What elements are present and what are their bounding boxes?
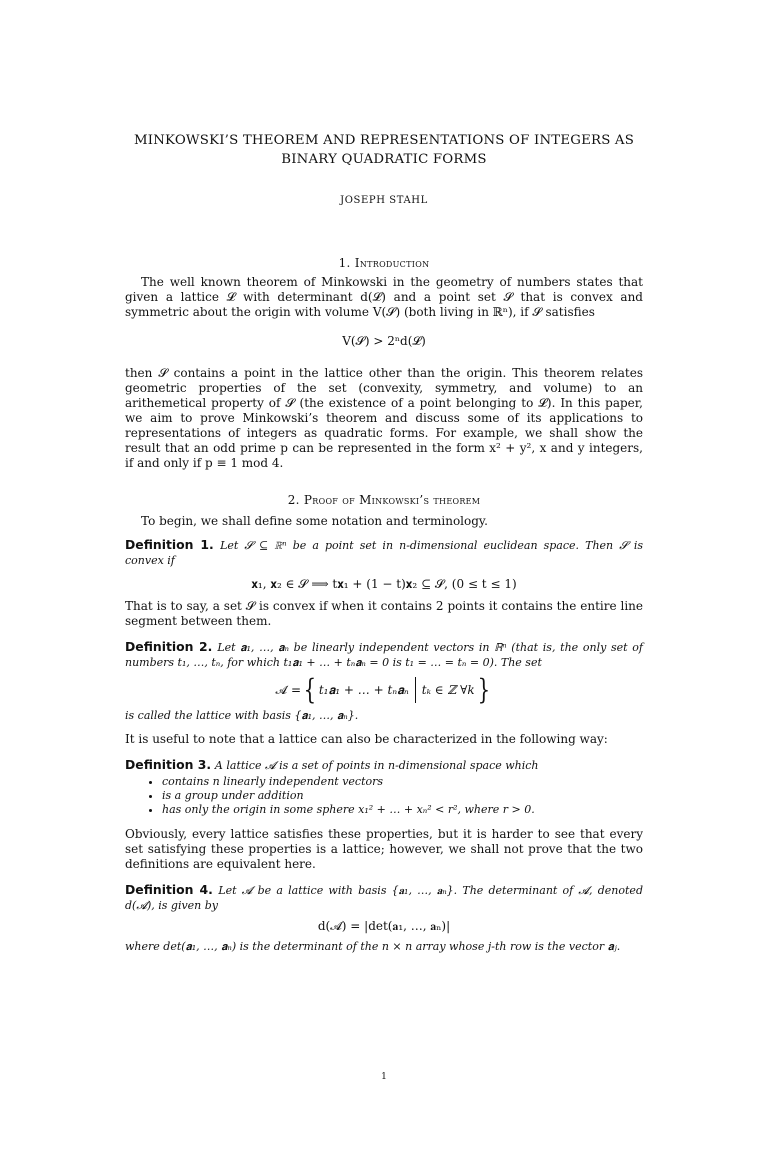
definition-1-label: Definition 1. bbox=[125, 537, 214, 552]
lattice-characterization-note: It is useful to note that a lattice can also be characterized in the following way: bbox=[125, 732, 608, 746]
definition-2-label: Definition 2. bbox=[125, 639, 213, 654]
list-item: • has only the origin in some sphere x₁² + … + xₙ² < r², where r > 0. bbox=[162, 803, 643, 817]
title-line-1: MINKOWSKI’S THEOREM AND REPRESENTATIONS OF INTEGERS AS bbox=[133, 133, 635, 148]
lattice-set-builder bbox=[275, 673, 493, 706]
definition-1 bbox=[125, 537, 643, 568]
definition-3-explanation: Obviously, every lattice satisfies these properties, but it is harder to see that every set satisfying these properties is a lattice; however, we shall not prove that the two definitions are equivalent here. bbox=[125, 827, 643, 871]
lattice-condition: tₖ ∈ ℤ ∀k bbox=[421, 683, 475, 697]
lattice-combination: t₁𝐚₁ + … + tₙ𝐚ₙ bbox=[318, 682, 409, 697]
definition-4-text: Let 𝓐 be a lattice with basis {𝐚₁, …, 𝐚ₙ}. The determinant of 𝓐, denoted d(𝓐), is given by bbox=[125, 884, 643, 912]
page-number: 1 bbox=[381, 1072, 387, 1082]
definition-3-label: Definition 3. bbox=[125, 757, 212, 772]
paper-title bbox=[125, 131, 643, 169]
list-item: • is a group under addition bbox=[162, 789, 643, 803]
definition-2-after: is called the lattice with basis {𝐚₁, …, 𝐚ₙ}. bbox=[125, 709, 359, 722]
definition-2-text: Let 𝐚₁, …, 𝐚ₙ be linearly independent vectors in ℝⁿ (that is, the only set of numbers t₁, …, tₙ, for which t₁𝐚₁ + … + tₙ𝐚ₙ = 0 is t₁ = … = tₙ = 0). The set bbox=[125, 641, 643, 669]
intro-paragraph-1: The well known theorem of Minkowski in the geometry of numbers states that given a lattice 𝓛 with determinant d(𝓛) and a point set 𝓢 that is convex and symmetric about the origin with volume V(𝓢) (both living in ℝⁿ), if 𝓢 satisfies bbox=[125, 275, 643, 319]
author-name: JOSEPH STAHL bbox=[340, 195, 428, 206]
definition-3 bbox=[125, 757, 643, 773]
definition-1-display: 𝐱₁, 𝐱₂ ∈ 𝓢 ⟹ t𝐱₁ + (1 − t)𝐱₂ ⊆ 𝓢, (0 ≤ t ≤ 1) bbox=[251, 577, 517, 591]
definition-4-after: where det(𝐚₁, …, 𝐚ₙ) is the determinant of the n × n array whose j-th row is the vector 𝐚ⱼ. bbox=[125, 940, 621, 953]
definition-2 bbox=[125, 639, 643, 670]
title-line-2: BINARY QUADRATIC FORMS bbox=[281, 152, 487, 167]
right-brace: } bbox=[477, 673, 490, 706]
definition-4-display: d(𝓐) = |det(𝐚₁, …, 𝐚ₙ)| bbox=[317, 919, 451, 933]
definition-1-text: Let 𝓢 ⊆ ℝⁿ be a point set in n-dimensional euclidean space. Then 𝓢 is convex if bbox=[125, 539, 643, 567]
list-item: • contains n linearly independent vectors bbox=[162, 775, 643, 789]
left-brace: { bbox=[303, 673, 317, 706]
set-divider bbox=[415, 677, 416, 703]
paper-page bbox=[0, 131, 768, 1155]
definition-3-text: A lattice 𝓐 is a set of points in n-dimensional space which bbox=[214, 759, 539, 772]
section-heading-proof: 2. Proof of Minkowski’s theorem bbox=[287, 493, 481, 507]
definition-4 bbox=[125, 882, 643, 913]
definition-3-list bbox=[145, 775, 643, 817]
display-equation-volume: V(𝓢) > 2ⁿd(𝓛) bbox=[342, 334, 426, 348]
lattice-symbol: 𝓐 = bbox=[275, 682, 302, 697]
definition-4-label: Definition 4. bbox=[125, 882, 213, 897]
definition-1-explanation: That is to say, a set 𝓢 is convex if when it contains 2 points it contains the entire line segment between them. bbox=[125, 599, 643, 628]
proof-intro-line: To begin, we shall define some notation and terminology. bbox=[141, 514, 488, 528]
section-heading-introduction: 1. Introduction bbox=[338, 256, 430, 270]
definition-2-display bbox=[125, 673, 643, 706]
intro-paragraph-2: then 𝓢 contains a point in the lattice other than the origin. This theorem relates geometric properties of the set (convexity, symmetry, and volume) to an arithemetical property of 𝓢 (the existence of a point belonging to 𝓛). In this paper, we aim to prove Minkowski’s theorem and discuss some of its applications to representations of integers as quadratic forms. For example, we shall show the result that an odd prime p can be represented in the form x² + y², x and y integers, if and only if p ≡ 1 mod 4. bbox=[125, 366, 643, 470]
